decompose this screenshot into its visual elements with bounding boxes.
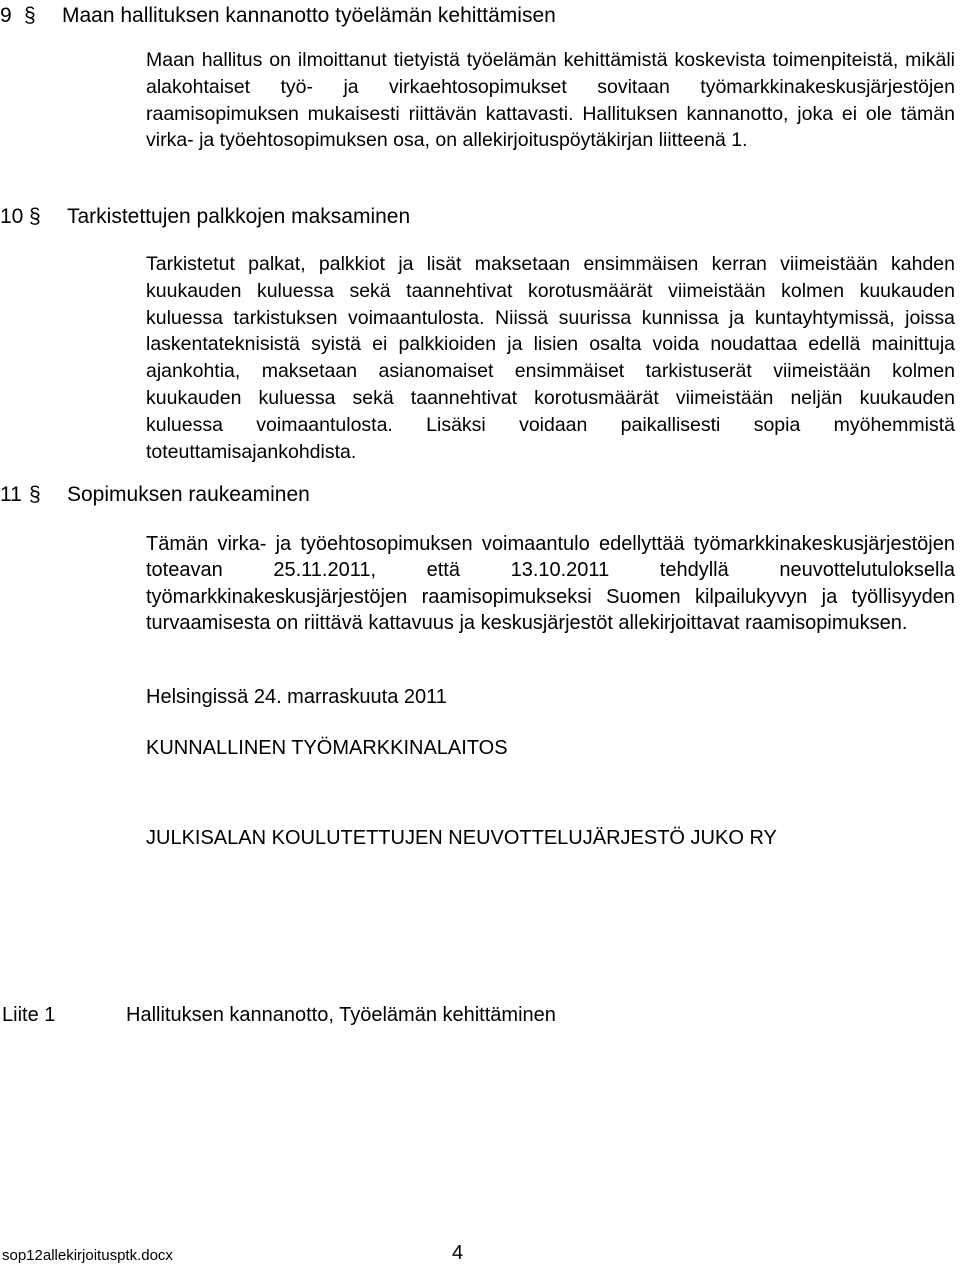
- attachment-title: Hallituksen kannanotto, Työelämän kehittäminen: [126, 1004, 556, 1026]
- section-11-heading: [0, 482, 310, 508]
- section-symbol: §: [29, 483, 41, 506]
- section-symbol: §: [29, 205, 41, 228]
- section-11-body: Tämän virka- ja työehtosopimuksen voimaantulo edellyttää työmarkkinakeskusjärjestöjen toteavan 25.11.2011, että 13.10.2011 tehdyllä neuvottelutuloksella työmarkkinakeskusjärjestöjen raamisopimukseksi Suomen kilpailukyvyn ja työllisyyden turvaamisesta on riittävä kattavuus ja keskusjärjestöt allekirjoittavat raamisopimuksen.: [146, 533, 955, 635]
- section-title: Tarkistettujen palkkojen maksaminen: [67, 205, 411, 228]
- signatory-1: KUNNALLINEN TYÖMARKKINALAITOS: [146, 737, 508, 759]
- section-9-heading: [0, 3, 556, 29]
- attachment-label: Liite 1: [2, 1004, 56, 1026]
- section-10-heading: [0, 204, 410, 230]
- section-symbol: §: [24, 4, 36, 27]
- section-title: Sopimuksen raukeaminen: [67, 483, 310, 506]
- section-number: 9: [0, 4, 12, 27]
- signatory-2: JULKISALAN KOULUTETTUJEN NEUVOTTELUJÄRJESTÖ JUKO RY: [146, 827, 777, 849]
- place-date: Helsingissä 24. marraskuuta 2011: [146, 686, 447, 708]
- section-10-body: Tarkistetut palkat, palkkiot ja lisät maksetaan ensimmäisen kerran viimeistään kahden kuukauden kuluessa sekä taannehtivat korotusmäärät viimeistään kolmen kuukauden kuluessa tarkistuksen voimaantulosta. Niissä suurissa kunnissa ja kuntayhtymissä, joissa laskentateknisistä syistä ei palkkioiden ja lisien osalta voida noudattaa edellä mainittuja ajankohtia, maksetaan asianomaiset ensimmäiset tarkistuserät viimeistään kolmen kuukauden kuluessa sekä taannehtivat korotusmäärät viimeistään neljän kuukauden kuluessa voimaantulosta. Lisäksi voidaan paikallisesti sopia myöhemmistä toteuttamisajankohdista.: [146, 253, 955, 463]
- footer-filename: sop12allekirjoitusptk.docx: [2, 1247, 173, 1264]
- section-number: 11: [0, 483, 22, 506]
- section-title: Maan hallituksen kannanotto työelämän kehittämisen: [62, 4, 556, 27]
- section-9-body: Maan hallitus on ilmoittanut tietyistä työelämän kehittämistä koskevista toimenpiteistä, mikäli alakohtaiset työ- ja virkaehtosopimukset sovitaan työmarkkinakeskusjärjestöjen raamisopimuksen mukaisesti riittävän kattavasti. Hallituksen kannanotto, joka ei ole tämän virka- ja työehtosopimuksen osa, on allekirjoituspöytäkirjan liitteenä 1.: [146, 49, 955, 152]
- section-number: 10: [0, 205, 24, 228]
- footer-page-number: 4: [452, 1242, 464, 1264]
